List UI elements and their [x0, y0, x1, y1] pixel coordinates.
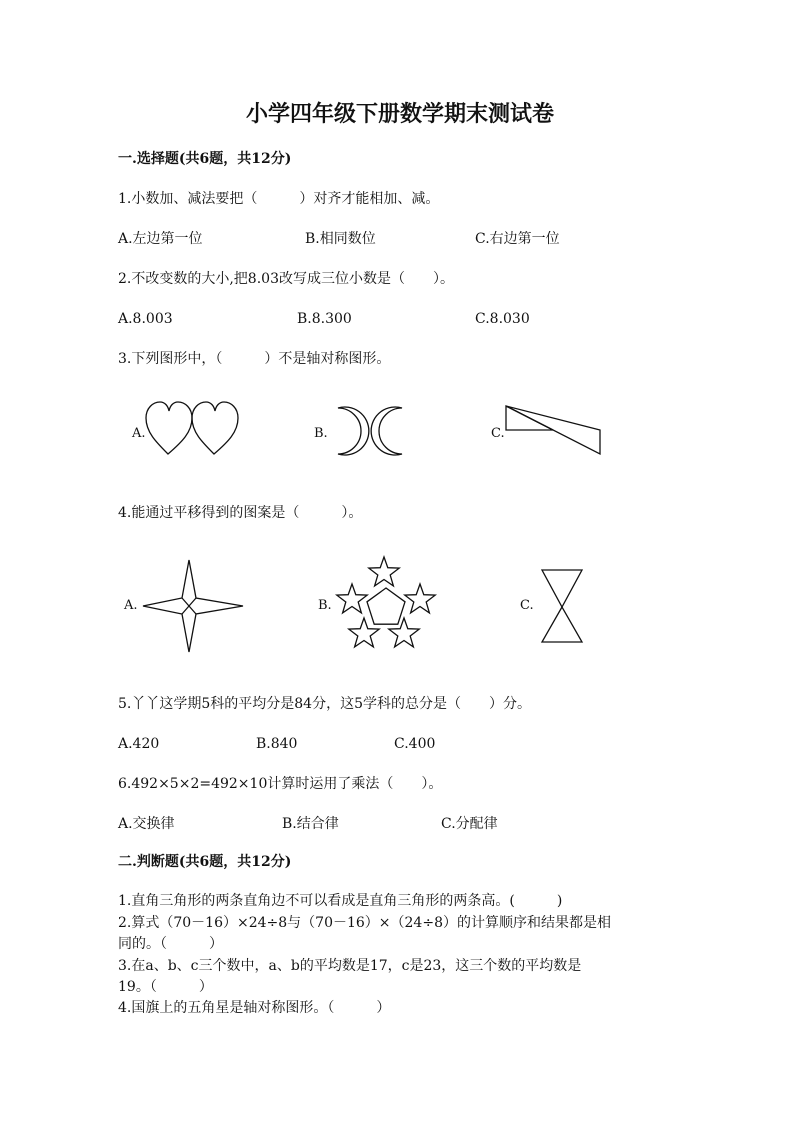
pentagon-shape	[367, 588, 405, 624]
question-1-option-a: A.左边第一位	[118, 231, 203, 247]
judgement-line-4: 3.在a、b、c三个数中，a、b的平均数是17，c是23，这三个数的平均数是	[118, 958, 582, 974]
question-1-stem: 1.小数加、减法要把（ ）对齐才能相加、减。	[118, 191, 440, 207]
star-shape-3	[405, 584, 435, 613]
question-4-figure-c-label: C.	[520, 598, 534, 613]
section-heading-judgement: 二.判断题(共6题，共12分)	[118, 854, 292, 870]
section-heading-choice: 一.选择题(共6题，共12分)	[118, 151, 292, 167]
question-6-option-b: B.结合律	[282, 816, 339, 832]
question-5-option-b: B.840	[256, 736, 298, 752]
two-crescents-icon	[330, 406, 410, 456]
question-5-option-c: C.400	[394, 736, 436, 752]
bowtie-triangles-icon	[506, 406, 602, 456]
judgement-line-5: 19。（ ）	[118, 979, 213, 995]
judgement-line-6: 4.国旗上的五角星是轴对称图形。（ ）	[118, 1000, 391, 1016]
question-4-stem: 4.能通过平移得到的图案是（ ）。	[118, 505, 363, 521]
question-4-figure-b-label: B.	[318, 598, 332, 613]
judgement-line-2: 2.算式（70－16）×24÷8与（70－16）×（24÷8）的计算顺序和结果都是相	[118, 915, 611, 931]
star-shape-5	[389, 618, 419, 647]
question-2-option-a: A.8.003	[118, 311, 173, 327]
star-shape-2	[337, 584, 367, 613]
question-3-figure-a-label: A.	[132, 426, 146, 441]
question-3-figure-c-label: C.	[491, 426, 505, 441]
question-6-stem: 6.492×5×2=492×10计算时运用了乘法（ ）。	[118, 776, 443, 792]
question-1-option-b: B.相同数位	[305, 231, 376, 247]
two-hearts-icon	[146, 402, 238, 458]
question-2-option-b: B.8.300	[297, 311, 352, 327]
question-1-option-c: C.右边第一位	[475, 231, 560, 247]
five-stars-around-pentagon-icon	[336, 556, 436, 652]
question-5-option-a: A.420	[118, 736, 160, 752]
question-2-stem: 2.不改变数的大小,把8.03改写成三位小数是（ ）。	[118, 271, 454, 287]
four-point-star-icon	[143, 560, 245, 652]
question-4-figure-a-label: A.	[124, 598, 138, 613]
page-title: 小学四年级下册数学期末测试卷	[245, 101, 554, 127]
judgement-line-3: 同的。（ ）	[118, 936, 223, 952]
question-5-stem: 5.丫丫这学期5科的平均分是84分，这5学科的总分是（ ）分。	[118, 696, 531, 712]
question-6-option-c: C.分配律	[441, 816, 498, 832]
star-shape-4	[349, 618, 379, 647]
question-2-option-c: C.8.030	[475, 311, 530, 327]
star-shape-1	[369, 557, 399, 586]
judgement-line-1: 1.直角三角形的两条直角边不可以看成是直角三角形的两条高。( )	[118, 893, 563, 909]
question-3-figure-b-label: B.	[314, 426, 328, 441]
question-3-stem: 3.下列图形中，（ ）不是轴对称图形。	[118, 351, 391, 367]
question-6-option-a: A.交换律	[118, 816, 175, 832]
hourglass-triangles-icon	[542, 570, 584, 644]
